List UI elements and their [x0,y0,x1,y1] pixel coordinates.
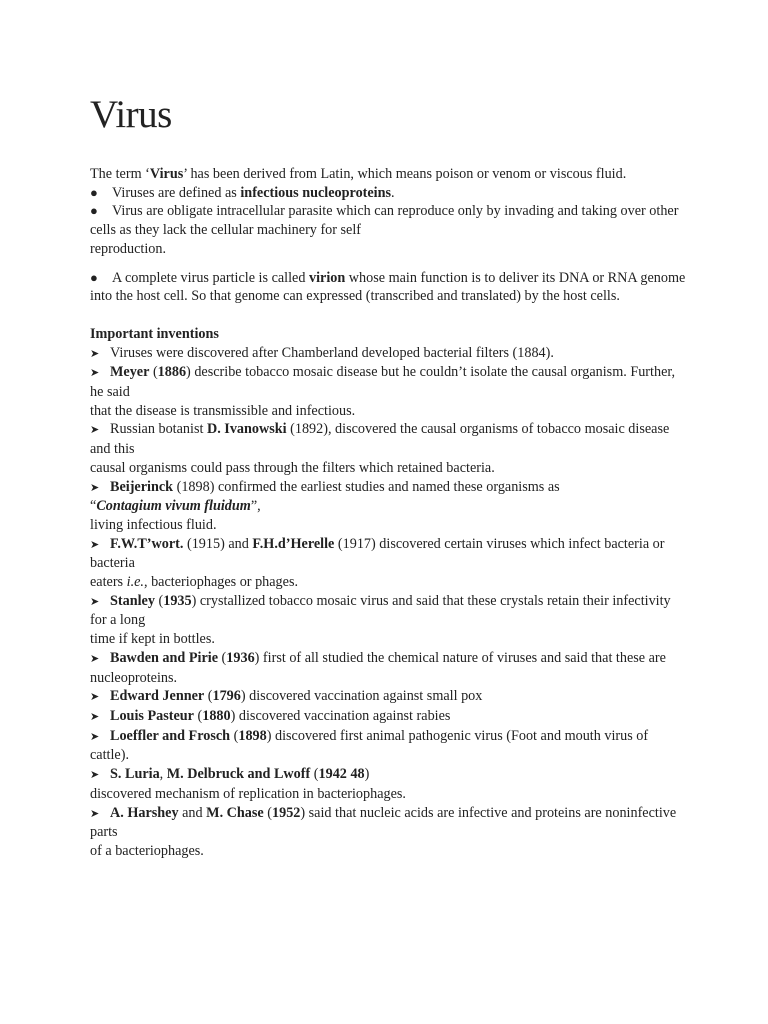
arrow-bullet-icon: ➤ [90,595,100,608]
arrow-bullet-icon: ➤ [90,807,100,820]
invention-item: ➤ S. Luria, M. Delbruck and Lwoff (1942 48) [90,765,690,785]
invention-continuation: time if kept in bottles. [90,631,215,648]
invention-item: ➤ Viruses were discovered after Chamberland developed bacterial filters (1884). [90,344,690,364]
invention-item: ➤ Loeffler and Frosch (1898) discovered first animal pathogenic virus (Foot and mouth virus of cattle). [90,727,649,764]
invention-item: ➤ Bawden and Pirie (1936) first of all studied the chemical nature of viruses and said that these are nucleoproteins. [90,649,666,686]
arrow-bullet-icon: ➤ [90,367,100,380]
invention-continuation: causal organisms could pass through the filters which retained bacteria. [90,459,495,476]
invention-continuation: of a bacteriophages. [90,842,204,859]
section-heading: Important inventions [90,325,219,342]
intro-paragraph: The term ‘Virus’ has been derived from Latin, which means poison or venom or viscous fluid. [90,166,627,182]
arrow-bullet-icon: ➤ [90,769,100,782]
invention-item: ➤ A. Harshey and M. Chase (1952) said that nucleic acids are infective and proteins are noninfective [90,804,690,824]
invention-item: ➤ Beijerinck (1898) confirmed the earliest studies and named these organisms as “Contagium vivum fluidum”, [90,478,560,515]
invention-continuation: living infectious fluid. [90,516,217,533]
bullet-item: ● A complete virus particle is called virion whose main function is to deliver its DNA or RNA genome into the host cell. So that genome can expressed (transcribed and translated) by the host cells. [90,269,686,305]
invention-item: ➤ Meyer (1886) describe tobacco mosaic disease but he couldn’t isolate the causal organism. Further, he said [90,364,676,401]
arrow-bullet-icon: ➤ [90,730,100,743]
arrow-bullet-icon: ➤ [90,424,100,437]
arrow-bullet-icon: ➤ [90,538,100,551]
invention-item: ➤ F.W.T’wort. (1915) and F.H.d’Herelle (1917) discovered certain viruses which infect bacteria or bacteria [90,535,665,572]
arrow-bullet-icon: ➤ [90,691,100,704]
bullet-item: ● Viruses are defined as infectious nucleoproteins. [90,184,395,201]
invention-continuation: discovered mechanism of replication in bacteriophages. [90,785,406,802]
bullet-continuation: reproduction. [90,240,167,257]
arrow-bullet-icon: ➤ [90,481,100,494]
arrow-bullet-icon: ➤ [90,347,100,360]
page-title: Virus [90,93,172,136]
invention-continuation: eaters i.e., bacteriophages or phages. [90,574,299,591]
document-body [90,165,690,861]
invention-continuation: that the disease is transmissible and infectious. [90,402,356,419]
invention-item: ➤ Louis Pasteur (1880) discovered vaccination against rabies [90,707,690,727]
invention-continuation: parts [90,824,118,841]
arrow-bullet-icon: ➤ [90,710,100,723]
bullet-icon: ● [90,269,98,285]
bullet-icon: ● [90,184,98,200]
bullet-icon: ● [90,203,98,219]
invention-item: ➤ Russian botanist D. Ivanowski (1892), discovered the causal organisms of tobacco mosaic disease and this [90,421,670,458]
bullet-item: ● Virus are obligate intracellular parasite which can reproduce only by invading and taking over other cells as they lack the cellular machinery for self [90,203,679,239]
invention-item: ➤ Stanley (1935) crystallized tobacco mosaic virus and said that these crystals retain their infectivity for a long [90,592,671,629]
invention-item: ➤ Edward Jenner (1796) discovered vaccination against small pox [90,687,690,707]
arrow-bullet-icon: ➤ [90,652,100,665]
